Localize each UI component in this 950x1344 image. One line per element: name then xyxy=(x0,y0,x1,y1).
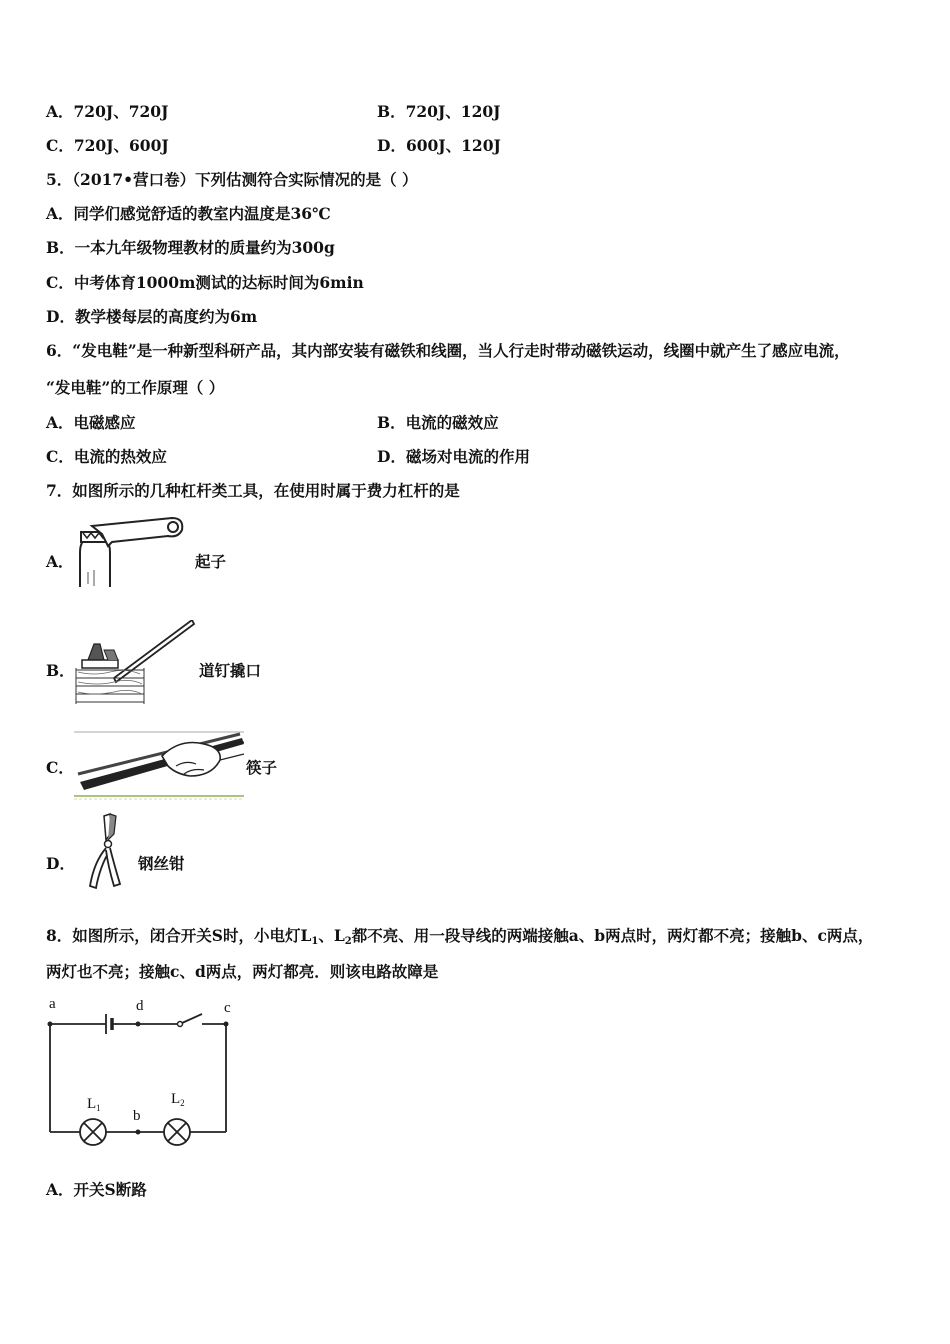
pliers-image xyxy=(84,812,128,890)
rail-pry-bar-image xyxy=(74,620,199,705)
q8-option-a: A．开关S断路 xyxy=(46,1180,147,1199)
q5-option-b: B．一本九年级物理教材的质量约为300g xyxy=(46,238,335,257)
label-l2-sub: 2 xyxy=(180,1098,185,1108)
q7-option-d-label: D． xyxy=(46,854,75,873)
label-l1 xyxy=(87,1096,101,1113)
q7-stem: 7．如图所示的几种杠杆类工具，在使用时属于费力杠杆的是 xyxy=(46,481,460,500)
label-a: a xyxy=(49,996,56,1012)
q4-option-b: B．720J、120J xyxy=(377,102,501,121)
q6-option-d: D．磁场对电流的作用 xyxy=(377,447,530,466)
switch-lever xyxy=(182,1014,202,1023)
q6-stem-line1: 6．“发电鞋”是一种新型科研产品，其内部安装有磁铁和线圈，当人行走时带动磁铁运动，线圈中就产生了感应电流， xyxy=(46,341,850,360)
q6-option-a: A．电磁感应 xyxy=(46,413,136,432)
label-l1-sub: 1 xyxy=(96,1103,101,1113)
label-l2 xyxy=(171,1091,185,1108)
label-l2-letter: L xyxy=(171,1091,181,1107)
q8-stem-sub1: 1 xyxy=(311,936,319,947)
circuit-diagram xyxy=(40,990,250,1160)
q4-option-d: D．600J、120J xyxy=(377,136,501,155)
node-b xyxy=(136,1130,141,1135)
q8-stem-part3: 都不亮、用一段导线的两端接触a、b两点时，两灯都不亮；接触b、c两点， xyxy=(351,926,874,945)
q4-option-a: A．720J、720J xyxy=(46,102,169,121)
q8-stem-part1: 8．如图所示，闭合开关S时，小电灯L xyxy=(46,926,312,945)
q4-option-c: C．720J、600J xyxy=(46,136,169,155)
q7-option-c-name: 筷子 xyxy=(246,758,278,777)
q7-option-d-name: 钢丝钳 xyxy=(138,854,185,873)
q5-stem: 5．（2017•营口卷）下列估测符合实际情况的是（ ） xyxy=(46,170,418,189)
node-d xyxy=(136,1022,141,1027)
q7-option-a-name: 起子 xyxy=(195,552,227,571)
q6-option-c: C．电流的热效应 xyxy=(46,447,167,466)
chopsticks-image xyxy=(72,730,247,802)
label-d: d xyxy=(136,998,144,1014)
q5-option-a: A．同学们感觉舒适的教室内温度是36℃ xyxy=(46,204,331,223)
label-l1-letter: L xyxy=(87,1096,97,1112)
bottle-opener-image xyxy=(72,512,187,587)
q7-option-a-label: A． xyxy=(46,552,74,571)
q6-stem-line2: “发电鞋”的工作原理（ ） xyxy=(46,378,225,397)
q5-option-c: C．中考体育1000m测试的达标时间为6min xyxy=(46,273,364,292)
q6-option-b: B．电流的磁效应 xyxy=(377,413,499,432)
label-b: b xyxy=(133,1108,141,1124)
q5-option-d: D．教学楼每层的高度约为6m xyxy=(46,307,258,326)
q8-stem-line2: 两灯也不亮；接触c、d两点，两灯都亮．则该电路故障是 xyxy=(46,962,439,981)
q8-stem-line1 xyxy=(46,926,873,952)
q8-stem-sub2: 2 xyxy=(344,936,352,947)
label-c: c xyxy=(224,1000,231,1016)
q7-option-b-label: B． xyxy=(46,661,75,680)
q7-option-c-label: C． xyxy=(46,758,74,777)
q7-option-b-name: 道钉撬口 xyxy=(199,661,262,680)
q8-stem-part2: 、L xyxy=(318,926,345,945)
